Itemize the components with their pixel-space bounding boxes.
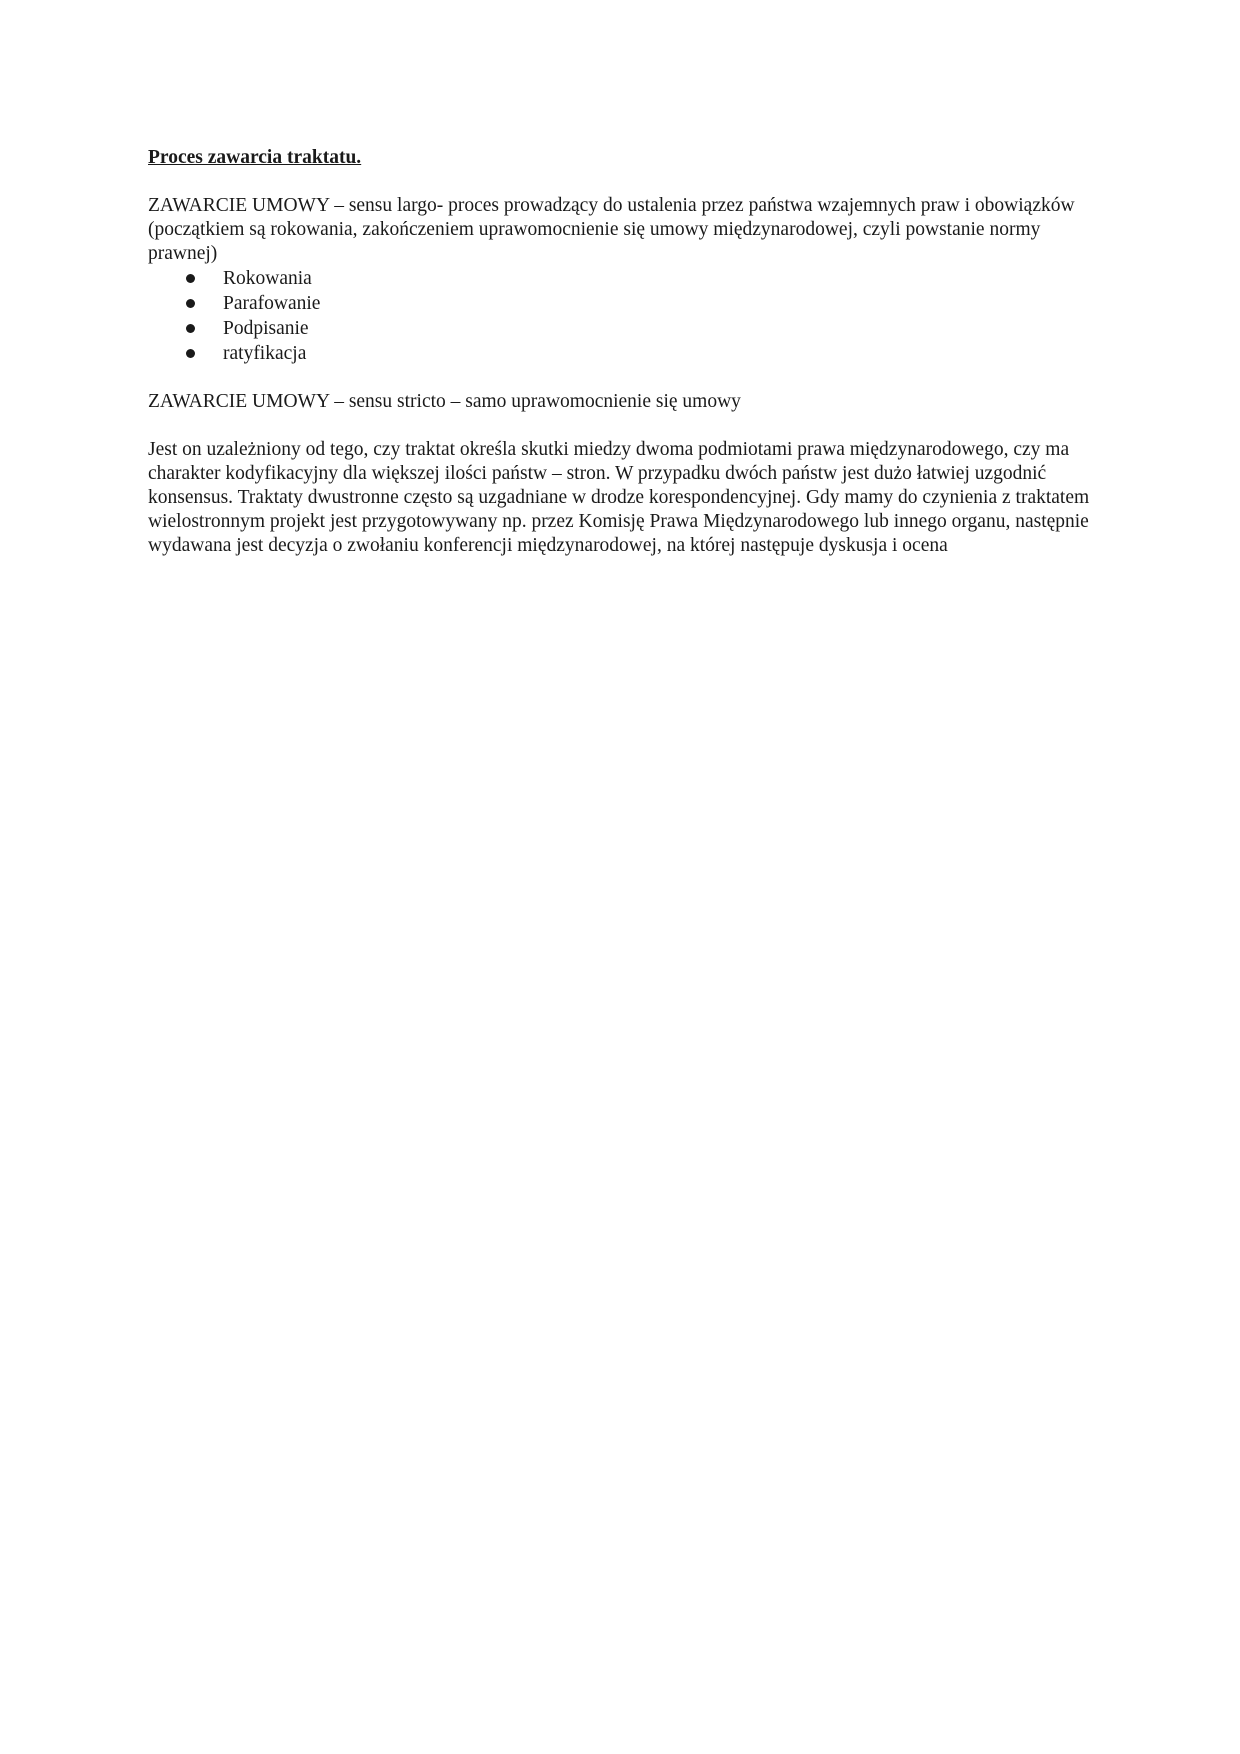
- list-item: [148, 341, 1098, 366]
- document-body: [148, 146, 1098, 558]
- list-item-label: Podpisanie: [223, 318, 309, 339]
- paragraph-sensu-largo: ZAWARCIE UMOWY – sensu largo- proces prowadzący do ustalenia przez państwa wzajemnych praw i obowiązków (początkiem są rokowania, zakończeniem uprawomocnienie się umowy międzynarodowej, czyli powstanie normy prawnej): [148, 195, 1075, 264]
- document-title: Proces zawarcia traktatu.: [148, 147, 362, 168]
- bullet-icon: [186, 299, 195, 308]
- list-item-label: Parafowanie: [223, 293, 321, 314]
- paragraph-details: Jest on uzależniony od tego, czy traktat określa skutki miedzy dwoma podmiotami prawa międzynarodowego, czy ma charakter kodyfikacyjny dla większej ilości państw – stron. W przypadku dwóch państw jest dużo łatwiej uzgodnić konsensus. Traktaty dwustronne często są uzgadniane w drodze korespondencyjnej. Gdy mamy do czynienia z traktatem wielostronnym projekt jest przygotowywany np. przez Komisję Prawa Międzynarodowego lub innego organu, następnie wydawana jest decyzja o zwołaniu konferencji międzynarodowej, na której następuje dyskusja i ocena: [148, 439, 1090, 556]
- bullet-icon: [186, 274, 195, 283]
- list-item: [148, 266, 1098, 291]
- bullet-icon: [186, 349, 195, 358]
- bullet-icon: [186, 324, 195, 333]
- process-steps-list: [148, 266, 1098, 366]
- list-item-label: Rokowania: [223, 268, 312, 289]
- paragraph-sensu-stricto: ZAWARCIE UMOWY – sensu stricto – samo uprawomocnienie się umowy: [148, 391, 741, 412]
- list-item: [148, 316, 1098, 341]
- list-item-label: ratyfikacja: [223, 343, 307, 364]
- list-item: [148, 291, 1098, 316]
